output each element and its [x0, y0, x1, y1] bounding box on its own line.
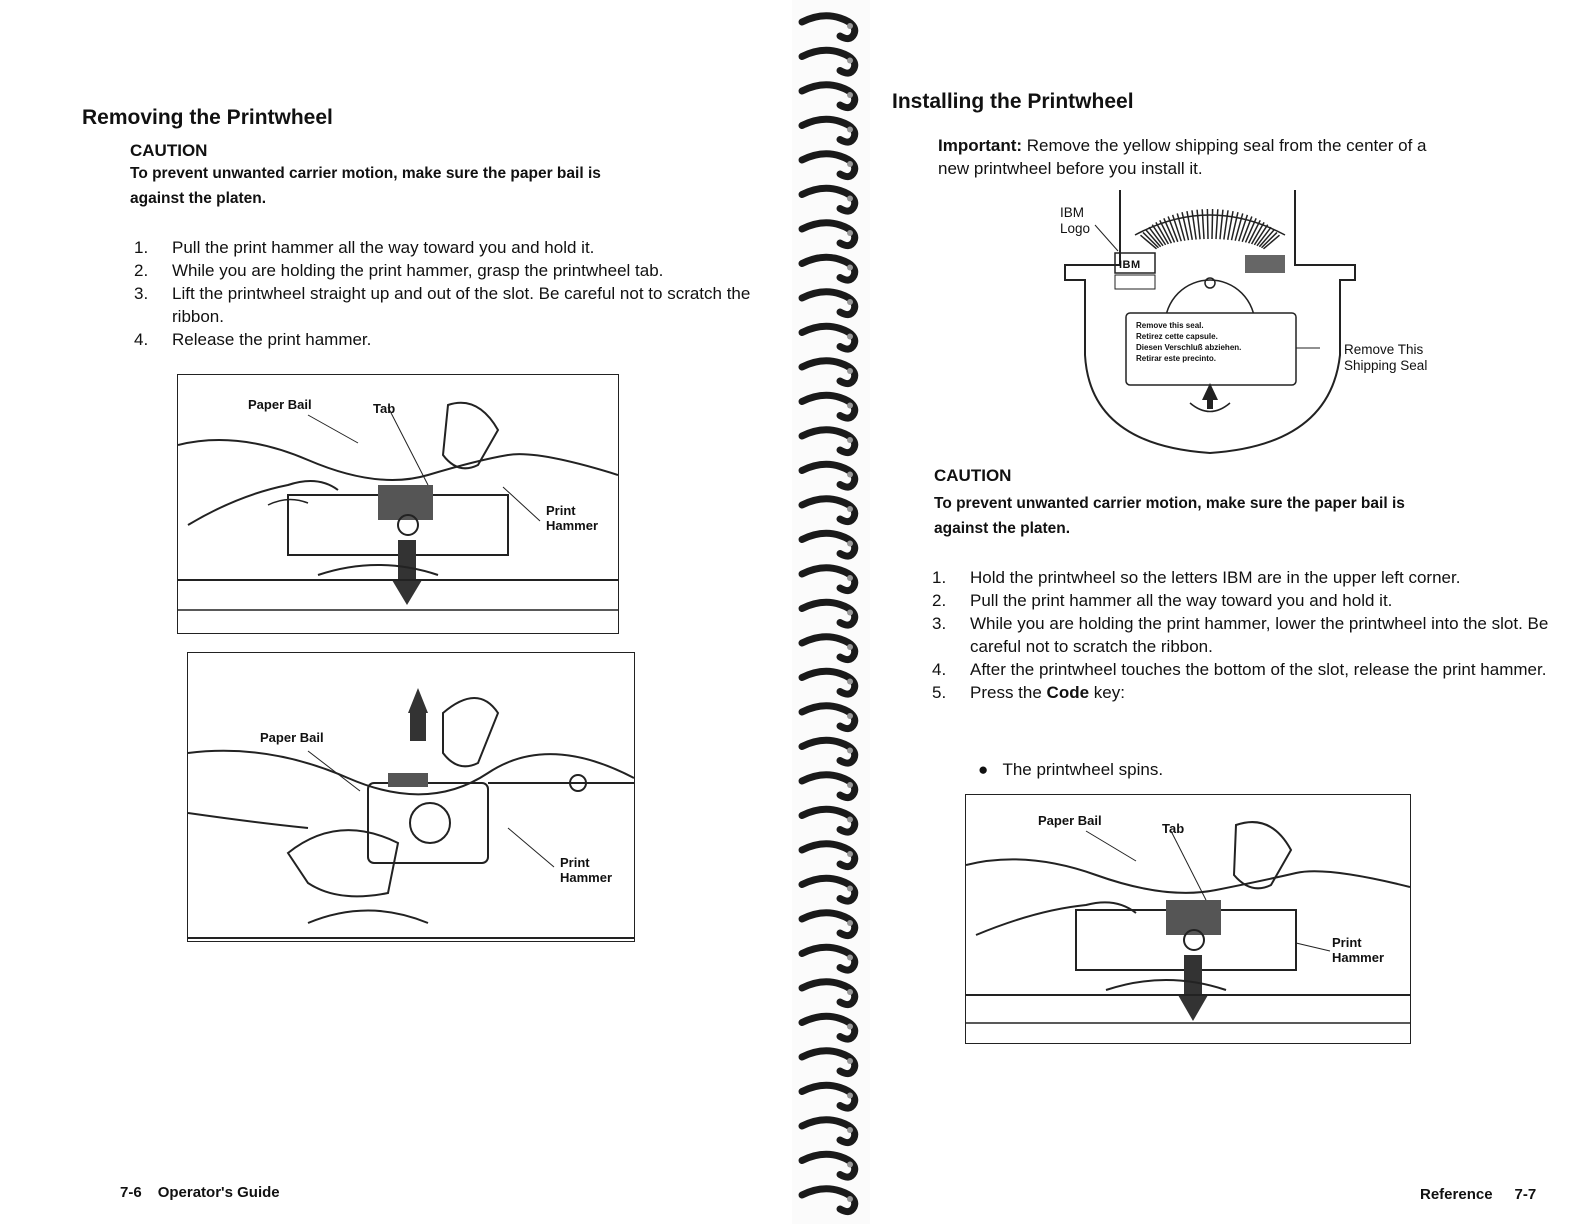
step-number: 5.: [932, 683, 947, 702]
right-page: [870, 0, 1584, 1224]
step-number: 3.: [134, 284, 149, 303]
step-item: [134, 282, 754, 328]
figure-remove-grasp: [177, 374, 619, 634]
step-number: 3.: [932, 614, 947, 633]
seal-line: Retirez cette capsule.: [1136, 332, 1218, 341]
install-steps: [932, 566, 1582, 704]
code-key: Code: [1046, 683, 1090, 702]
step-item: [134, 328, 754, 351]
step-text: After the printwheel touches the bottom of the slot, release the print hammer.: [970, 660, 1547, 679]
page-number: 7-6: [120, 1184, 142, 1201]
step-text-end: key:: [1089, 683, 1125, 702]
label-print: Print: [1332, 935, 1362, 950]
label-paper-bail: Paper Bail: [248, 397, 312, 412]
step-item: [932, 566, 1582, 589]
spiral-coil-icon: [792, 0, 870, 1224]
installing-printwheel-illustration: [966, 795, 1410, 1043]
important-label: Important:: [938, 136, 1023, 155]
label-ibm-logo: [1060, 205, 1090, 237]
important-text-1: Remove the yellow shipping seal from the center of a: [1022, 136, 1427, 155]
seal-line: Retirar este precinto.: [1136, 354, 1217, 363]
step-text: While you are holding the print hammer, lower the printwheel into the slot. Be careful not to scratch the ribbon.: [970, 614, 1549, 656]
seal-line: Diesen Verschluß abziehen.: [1136, 343, 1242, 352]
step-text: Press the: [970, 683, 1047, 702]
step-text: While you are holding the print hammer, grasp the printwheel tab.: [172, 261, 664, 280]
step-item: [932, 681, 1582, 704]
label-ibm: IBM: [1060, 205, 1085, 220]
step-number: 2.: [932, 591, 947, 610]
caution-heading: CAUTION: [130, 141, 208, 160]
step-number: 4.: [932, 660, 947, 679]
section-title-installing: Installing the Printwheel: [892, 90, 1134, 113]
label-logo: Logo: [1060, 221, 1091, 236]
label-tab: Tab: [373, 401, 396, 416]
label-hammer: Hammer: [1332, 950, 1385, 965]
step-text: Release the print hammer.: [172, 330, 372, 349]
step-text: Lift the printwheel straight up and out of the slot. Be careful not to scratch the ribbon.: [172, 284, 751, 326]
removal-steps: [134, 236, 754, 351]
caution-text: [934, 491, 1574, 541]
step-text: Pull the print hammer all the way toward you and hold it.: [172, 238, 595, 257]
printwheel-diagram: [1050, 185, 1470, 460]
left-footer: [120, 1184, 280, 1201]
printwheel-cartridge-icon: [1050, 185, 1470, 460]
step-item: [932, 589, 1582, 612]
bullet-text: The printwheel spins.: [1002, 760, 1164, 779]
footer-title: Reference: [1420, 1186, 1493, 1203]
step-number: 2.: [134, 261, 149, 280]
caution-line-1: To prevent unwanted carrier motion, make sure the paper bail is: [130, 165, 601, 182]
step-number: 1.: [932, 568, 947, 587]
label-print: Print: [546, 503, 576, 518]
step-item: [932, 612, 1582, 658]
label-print-hammer: [560, 855, 612, 885]
label-hammer: Hammer: [546, 518, 599, 533]
caution-line-1: To prevent unwanted carrier motion, make sure the paper bail is: [934, 495, 1405, 512]
label-hammer: Hammer: [560, 870, 613, 885]
label-shipping-seal: Shipping Seal: [1344, 358, 1428, 373]
bullet-item: [978, 760, 1163, 780]
step-item: [932, 658, 1582, 681]
step-item: [134, 236, 754, 259]
bullet-icon: ●: [978, 760, 1003, 779]
step-text: Pull the print hammer all the way toward you and hold it.: [970, 591, 1393, 610]
step-number: 4.: [134, 330, 149, 349]
label-print-hammer: [546, 503, 598, 533]
label-print: Print: [560, 855, 590, 870]
lifting-printwheel-illustration: [188, 653, 634, 941]
page-number: 7-7: [1514, 1186, 1537, 1203]
figure-remove-lift: [187, 652, 635, 942]
label-paper-bail: Paper Bail: [260, 730, 324, 745]
caution-heading: CAUTION: [934, 466, 1012, 485]
label-remove-shipping-seal: [1344, 342, 1427, 374]
step-text: Hold the printwheel so the letters IBM are in the upper left corner.: [970, 568, 1461, 587]
caution-line-2: against the platen.: [130, 190, 267, 207]
seal-text: [1136, 320, 1241, 364]
figure-install: [965, 794, 1411, 1044]
label-tab: Tab: [1162, 821, 1185, 836]
label-paper-bail: Paper Bail: [1038, 813, 1102, 828]
important-text-2: new printwheel before you install it.: [938, 159, 1203, 178]
seal-line: Remove this seal.: [1136, 321, 1204, 330]
right-footer: [1420, 1186, 1536, 1203]
spiral-binding: [792, 0, 870, 1224]
important-note: [938, 134, 1558, 180]
label-print-hammer: [1332, 935, 1384, 965]
footer-title: Operator's Guide: [157, 1184, 280, 1201]
caution-line-2: against the platen.: [934, 520, 1071, 537]
section-title-removing: Removing the Printwheel: [82, 106, 333, 129]
step-item: [134, 259, 754, 282]
caution-text: [130, 161, 770, 211]
label-remove-this: Remove This: [1344, 342, 1424, 357]
ibm-logo-mark: IBM: [1119, 259, 1141, 271]
step-number: 1.: [134, 238, 149, 257]
